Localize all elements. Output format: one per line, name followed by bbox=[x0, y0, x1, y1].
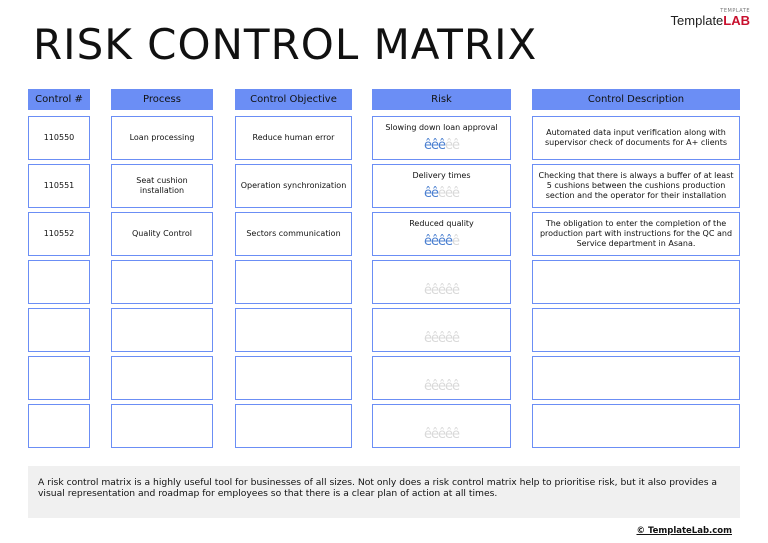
water-drop-icon: ê bbox=[431, 331, 438, 346]
process-cell[interactable] bbox=[111, 308, 213, 352]
risk-level-rating[interactable] bbox=[424, 428, 459, 441]
risk-cell[interactable] bbox=[372, 260, 511, 304]
risk-level-rating[interactable] bbox=[424, 284, 459, 297]
risk-cell[interactable] bbox=[372, 356, 511, 400]
control-number-cell[interactable] bbox=[28, 116, 90, 160]
templatelab-logo[interactable] bbox=[671, 8, 750, 28]
risk-level-rating[interactable] bbox=[424, 187, 459, 200]
water-drop-icon: ê bbox=[452, 283, 459, 298]
description-cell-text: The obligation to enter the completion of the production part with instructions for the QC and Service department in Asana. bbox=[539, 219, 733, 248]
water-drop-icon: ê bbox=[452, 379, 459, 394]
control-number-cell[interactable] bbox=[28, 260, 90, 304]
description-cell[interactable] bbox=[532, 308, 740, 352]
water-drop-icon: ê bbox=[445, 379, 452, 394]
water-drop-icon: ê bbox=[431, 234, 438, 249]
logo-wordmark: TemplateLAB bbox=[670, 13, 750, 28]
risk-label: Slowing down loan approval bbox=[385, 123, 498, 132]
risk-level-rating[interactable] bbox=[424, 332, 459, 345]
control-number-cell-text: 110550 bbox=[43, 133, 75, 142]
water-drop-icon: ê bbox=[431, 283, 438, 298]
water-drop-icon: ê bbox=[445, 186, 452, 201]
water-drop-icon: ê bbox=[445, 427, 452, 442]
objective-cell[interactable] bbox=[235, 356, 352, 400]
water-drop-icon: ê bbox=[452, 186, 459, 201]
water-drop-icon: ê bbox=[424, 138, 431, 153]
description-cell[interactable] bbox=[532, 164, 740, 208]
water-drop-icon: ê bbox=[452, 427, 459, 442]
risk-cell[interactable] bbox=[372, 212, 511, 256]
water-drop-icon: ê bbox=[445, 234, 452, 249]
water-drop-icon: ê bbox=[431, 427, 438, 442]
risk-cell[interactable] bbox=[372, 116, 511, 160]
water-drop-icon: ê bbox=[452, 234, 459, 249]
water-drop-icon: ê bbox=[445, 331, 452, 346]
control-number-cell-text: 110552 bbox=[43, 229, 75, 238]
logo-small-text: TEMPLATE bbox=[720, 8, 750, 14]
description-cell[interactable] bbox=[532, 404, 740, 448]
water-drop-icon: ê bbox=[424, 427, 431, 442]
page-title: RISK CONTROL MATRIX bbox=[33, 20, 538, 69]
process-cell[interactable] bbox=[111, 212, 213, 256]
water-drop-icon: ê bbox=[424, 331, 431, 346]
process-cell[interactable] bbox=[111, 260, 213, 304]
risk-cell[interactable] bbox=[372, 308, 511, 352]
copyright-link[interactable]: © TemplateLab.com bbox=[636, 526, 732, 536]
control-number-cell[interactable] bbox=[28, 212, 90, 256]
water-drop-icon: ê bbox=[431, 186, 438, 201]
process-cell[interactable] bbox=[111, 116, 213, 160]
process-cell-text: Quality Control bbox=[131, 229, 193, 238]
description-cell-text: Checking that there is always a buffer of at least 5 cushions between the cushions production section and the operator for their installation bbox=[538, 171, 734, 200]
water-drop-icon: ê bbox=[438, 283, 445, 298]
water-drop-icon: ê bbox=[424, 379, 431, 394]
water-drop-icon: ê bbox=[438, 234, 445, 249]
objective-cell[interactable] bbox=[235, 404, 352, 448]
description-cell-text: Automated data input verification along with supervisor check of documents for A+ clients bbox=[544, 128, 728, 147]
risk-label: Delivery times bbox=[412, 171, 471, 180]
description-cell[interactable] bbox=[532, 260, 740, 304]
objective-cell[interactable] bbox=[235, 164, 352, 208]
objective-cell-text: Operation synchronization bbox=[240, 181, 347, 190]
control-number-cell[interactable] bbox=[28, 308, 90, 352]
description-cell[interactable] bbox=[532, 212, 740, 256]
risk-label: Reduced quality bbox=[409, 219, 474, 228]
risk-cell[interactable] bbox=[372, 404, 511, 448]
header-control-objective: Control Objective bbox=[235, 89, 352, 110]
process-cell-text: Seat cushion installation bbox=[136, 176, 188, 195]
process-cell[interactable] bbox=[111, 164, 213, 208]
water-drop-icon: ê bbox=[424, 186, 431, 201]
control-number-cell[interactable] bbox=[28, 356, 90, 400]
water-drop-icon: ê bbox=[445, 283, 452, 298]
water-drop-icon: ê bbox=[452, 331, 459, 346]
header-control-number: Control # bbox=[28, 89, 90, 110]
risk-level-rating[interactable] bbox=[424, 139, 459, 152]
control-number-cell[interactable] bbox=[28, 404, 90, 448]
water-drop-icon: ê bbox=[438, 331, 445, 346]
risk-cell[interactable] bbox=[372, 164, 511, 208]
description-cell[interactable] bbox=[532, 116, 740, 160]
water-drop-icon: ê bbox=[431, 138, 438, 153]
risk-level-rating[interactable] bbox=[424, 235, 459, 248]
objective-cell[interactable] bbox=[235, 260, 352, 304]
water-drop-icon: ê bbox=[424, 283, 431, 298]
objective-cell[interactable] bbox=[235, 116, 352, 160]
water-drop-icon: ê bbox=[452, 138, 459, 153]
objective-cell-text: Reduce human error bbox=[252, 133, 335, 142]
objective-cell[interactable] bbox=[235, 308, 352, 352]
process-cell[interactable] bbox=[111, 404, 213, 448]
water-drop-icon: ê bbox=[438, 186, 445, 201]
water-drop-icon: ê bbox=[431, 379, 438, 394]
process-cell[interactable] bbox=[111, 356, 213, 400]
header-risk: Risk bbox=[372, 89, 511, 110]
water-drop-icon: ê bbox=[438, 138, 445, 153]
water-drop-icon: ê bbox=[424, 234, 431, 249]
risk-level-rating[interactable] bbox=[424, 380, 459, 393]
objective-cell[interactable] bbox=[235, 212, 352, 256]
water-drop-icon: ê bbox=[438, 427, 445, 442]
process-cell-text: Loan processing bbox=[129, 133, 195, 142]
control-number-cell-text: 110551 bbox=[43, 181, 75, 190]
header-control-description: Control Description bbox=[532, 89, 740, 110]
objective-cell-text: Sectors communication bbox=[246, 229, 341, 238]
header-process: Process bbox=[111, 89, 213, 110]
description-cell[interactable] bbox=[532, 356, 740, 400]
water-drop-icon: ê bbox=[438, 379, 445, 394]
description-note: A risk control matrix is a highly useful tool for businesses of all sizes. Not only does a risk control matrix help to prioritise risk, but it also provides a visual representation and roadmap for employees so that there is a clear plan of action at all times. bbox=[28, 466, 740, 518]
control-number-cell[interactable] bbox=[28, 164, 90, 208]
water-drop-icon: ê bbox=[445, 138, 452, 153]
